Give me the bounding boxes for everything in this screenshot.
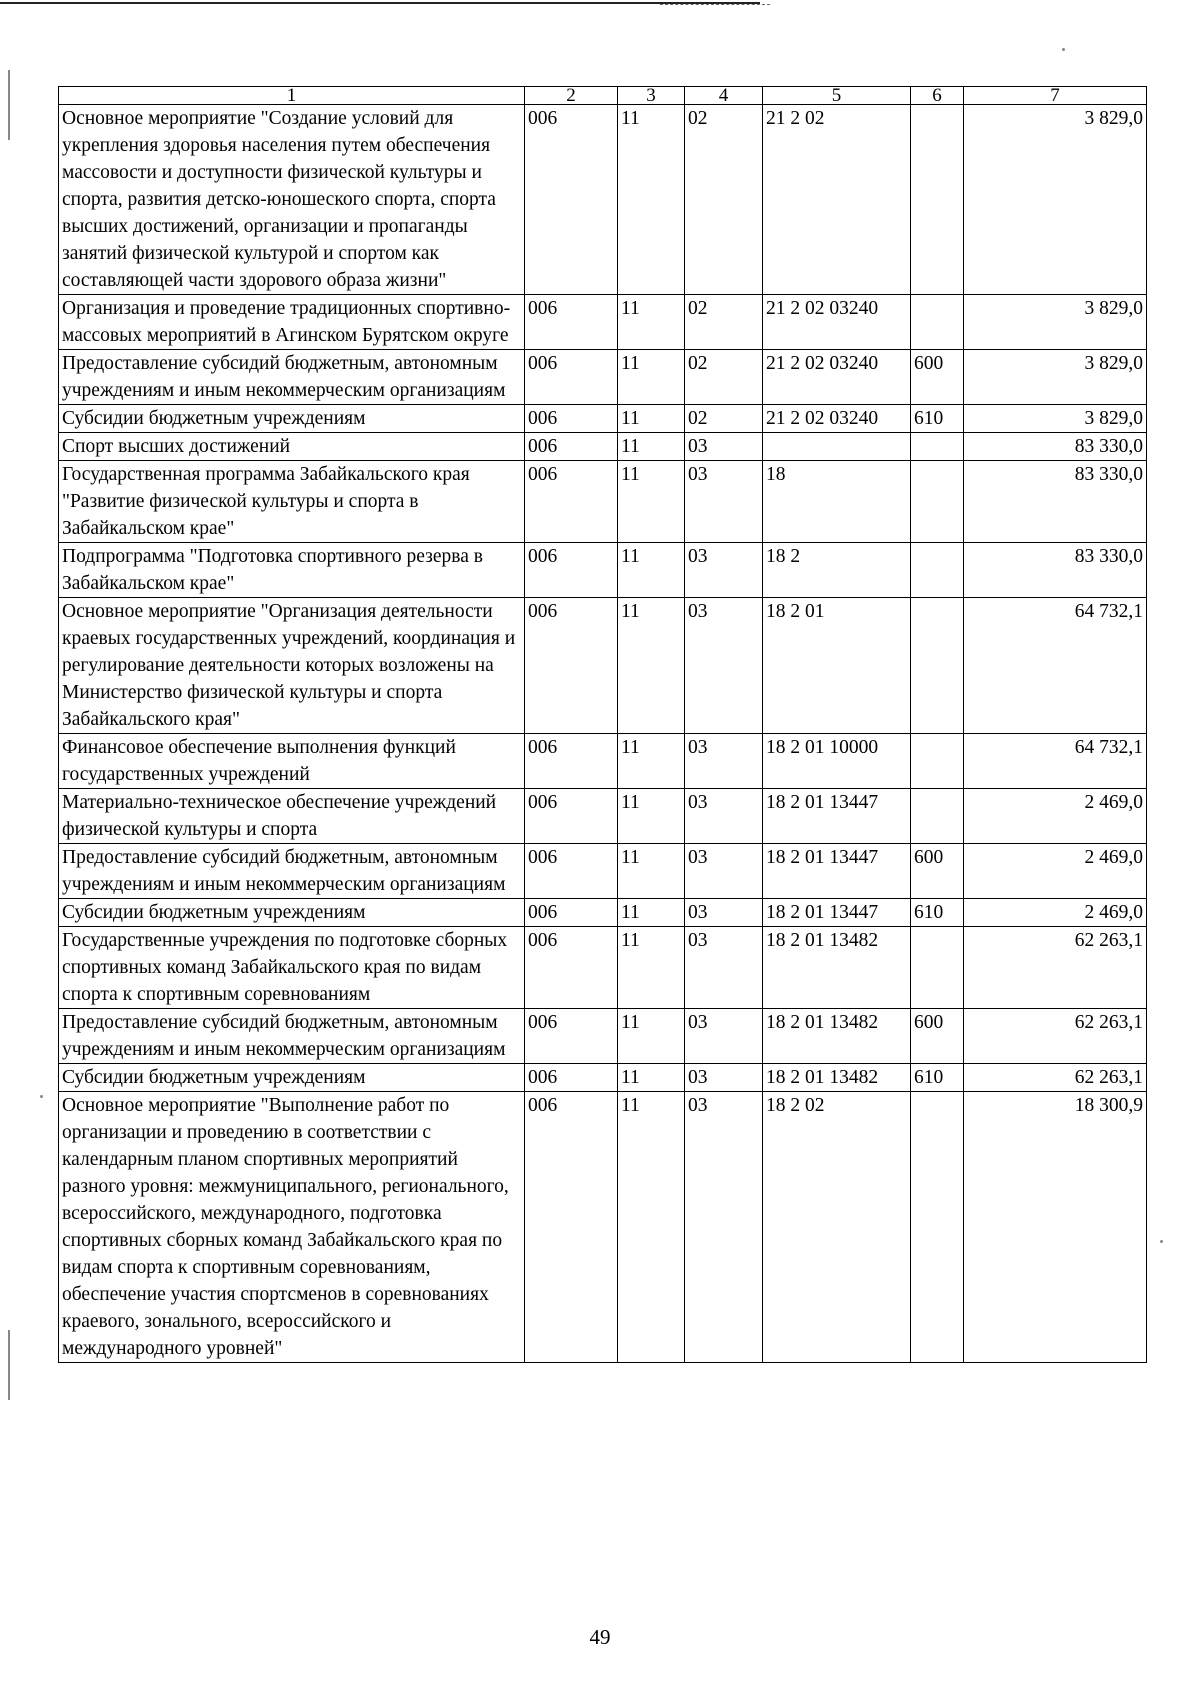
row-section: 11 bbox=[618, 899, 685, 927]
column-header: 6 bbox=[911, 87, 964, 105]
row-name: Основное мероприятие "Организация деятельности краевых государственных учреждений, координация и регулирование деятельности которых возложены на Министерство физической культуры и спорта Забайкальского края" bbox=[59, 598, 525, 734]
row-ved: 006 bbox=[525, 433, 618, 461]
row-expense-type: 610 bbox=[911, 899, 964, 927]
row-subsection: 03 bbox=[685, 543, 763, 598]
row-target-code: 18 2 01 13447 bbox=[763, 844, 911, 899]
row-expense-type: 610 bbox=[911, 405, 964, 433]
scan-margin-mark bbox=[8, 1330, 10, 1400]
row-name: Предоставление субсидий бюджетным, автономным учреждениям и иным некоммерческим организациям bbox=[59, 844, 525, 899]
row-expense-type bbox=[911, 734, 964, 789]
row-subsection: 02 bbox=[685, 105, 763, 295]
row-target-code: 21 2 02 bbox=[763, 105, 911, 295]
row-amount: 3 829,0 bbox=[964, 350, 1147, 405]
table-row bbox=[59, 1064, 1147, 1092]
row-target-code: 21 2 02 03240 bbox=[763, 405, 911, 433]
table-row bbox=[59, 433, 1147, 461]
row-section: 11 bbox=[618, 405, 685, 433]
row-section: 11 bbox=[618, 461, 685, 543]
column-header: 4 bbox=[685, 87, 763, 105]
scan-top-rule-dashed bbox=[660, 4, 770, 5]
row-subsection: 03 bbox=[685, 433, 763, 461]
row-subsection: 03 bbox=[685, 1009, 763, 1064]
row-target-code: 18 2 01 13447 bbox=[763, 899, 911, 927]
row-section: 11 bbox=[618, 1092, 685, 1363]
row-subsection: 02 bbox=[685, 350, 763, 405]
row-section: 11 bbox=[618, 1064, 685, 1092]
row-name: Субсидии бюджетным учреждениям bbox=[59, 899, 525, 927]
row-expense-type bbox=[911, 295, 964, 350]
row-expense-type bbox=[911, 105, 964, 295]
row-name: Государственные учреждения по подготовке сборных спортивных команд Забайкальского края по видам спорта к спортивным соревнованиям bbox=[59, 927, 525, 1009]
row-expense-type: 610 bbox=[911, 1064, 964, 1092]
row-subsection: 03 bbox=[685, 1092, 763, 1363]
row-subsection: 02 bbox=[685, 405, 763, 433]
row-name: Основное мероприятие "Выполнение работ по организации и проведению в соответствии с календарным планом спортивных мероприятий разного уровня: межмуниципального, регионального, всероссийского, международного, подготовка спортивных сборных команд Забайкальского края по видам спорта к спортивным соревнованиям, обеспечение участия спортсменов в соревнованиях краевого, зонального, всероссийского и международного уровней" bbox=[59, 1092, 525, 1363]
row-target-code: 18 2 01 13447 bbox=[763, 789, 911, 844]
row-section: 11 bbox=[618, 789, 685, 844]
row-section: 11 bbox=[618, 734, 685, 789]
row-section: 11 bbox=[618, 295, 685, 350]
row-ved: 006 bbox=[525, 295, 618, 350]
row-target-code: 21 2 02 03240 bbox=[763, 295, 911, 350]
row-subsection: 03 bbox=[685, 899, 763, 927]
row-ved: 006 bbox=[525, 543, 618, 598]
column-header: 1 bbox=[59, 87, 525, 105]
scan-speck bbox=[1160, 1240, 1163, 1243]
row-name: Организация и проведение традиционных спортивно-массовых мероприятий в Агинском Бурятском округе bbox=[59, 295, 525, 350]
row-name: Государственная программа Забайкальского края "Развитие физической культуры и спорта в Забайкальском крае" bbox=[59, 461, 525, 543]
row-expense-type bbox=[911, 1092, 964, 1363]
row-target-code: 18 2 01 10000 bbox=[763, 734, 911, 789]
table-row bbox=[59, 899, 1147, 927]
row-expense-type bbox=[911, 543, 964, 598]
page-number: 49 bbox=[589, 1625, 611, 1649]
row-name: Предоставление субсидий бюджетным, автономным учреждениям и иным некоммерческим организациям bbox=[59, 1009, 525, 1064]
table-row bbox=[59, 598, 1147, 734]
table-row bbox=[59, 461, 1147, 543]
row-amount: 62 263,1 bbox=[964, 927, 1147, 1009]
row-ved: 006 bbox=[525, 1009, 618, 1064]
row-subsection: 03 bbox=[685, 789, 763, 844]
row-expense-type: 600 bbox=[911, 844, 964, 899]
row-subsection: 03 bbox=[685, 844, 763, 899]
row-ved: 006 bbox=[525, 1092, 618, 1363]
row-target-code: 18 2 01 bbox=[763, 598, 911, 734]
row-amount: 62 263,1 bbox=[964, 1064, 1147, 1092]
row-section: 11 bbox=[618, 598, 685, 734]
row-ved: 006 bbox=[525, 461, 618, 543]
row-ved: 006 bbox=[525, 105, 618, 295]
column-header: 3 bbox=[618, 87, 685, 105]
row-ved: 006 bbox=[525, 405, 618, 433]
row-ved: 006 bbox=[525, 734, 618, 789]
column-header: 5 bbox=[763, 87, 911, 105]
column-header: 2 bbox=[525, 87, 618, 105]
row-amount: 3 829,0 bbox=[964, 295, 1147, 350]
row-amount: 64 732,1 bbox=[964, 598, 1147, 734]
row-expense-type bbox=[911, 433, 964, 461]
row-subsection: 03 bbox=[685, 734, 763, 789]
row-ved: 006 bbox=[525, 350, 618, 405]
budget-table bbox=[58, 86, 1147, 1363]
row-expense-type: 600 bbox=[911, 350, 964, 405]
row-amount: 3 829,0 bbox=[964, 405, 1147, 433]
scan-margin-mark bbox=[8, 70, 10, 140]
scan-speck bbox=[1062, 48, 1065, 51]
row-amount: 18 300,9 bbox=[964, 1092, 1147, 1363]
row-name: Спорт высших достижений bbox=[59, 433, 525, 461]
scan-top-rule bbox=[0, 2, 760, 4]
row-section: 11 bbox=[618, 433, 685, 461]
table-row bbox=[59, 105, 1147, 295]
row-expense-type bbox=[911, 461, 964, 543]
row-amount: 2 469,0 bbox=[964, 899, 1147, 927]
row-subsection: 03 bbox=[685, 927, 763, 1009]
row-target-code: 21 2 02 03240 bbox=[763, 350, 911, 405]
row-target-code: 18 2 02 bbox=[763, 1092, 911, 1363]
row-section: 11 bbox=[618, 350, 685, 405]
row-target-code: 18 2 bbox=[763, 543, 911, 598]
row-section: 11 bbox=[618, 844, 685, 899]
row-target-code: 18 2 01 13482 bbox=[763, 927, 911, 1009]
table-row bbox=[59, 927, 1147, 1009]
row-name: Субсидии бюджетным учреждениям bbox=[59, 1064, 525, 1092]
row-target-code: 18 2 01 13482 bbox=[763, 1064, 911, 1092]
row-section: 11 bbox=[618, 1009, 685, 1064]
row-amount: 2 469,0 bbox=[964, 789, 1147, 844]
row-amount: 83 330,0 bbox=[964, 461, 1147, 543]
row-amount: 64 732,1 bbox=[964, 734, 1147, 789]
row-ved: 006 bbox=[525, 1064, 618, 1092]
row-amount: 2 469,0 bbox=[964, 844, 1147, 899]
row-amount: 83 330,0 bbox=[964, 543, 1147, 598]
row-name: Основное мероприятие "Создание условий для укрепления здоровья населения путем обеспечения массовости и доступности физической культуры и спорта, развития детско-юношеского спорта, спорта высших достижений, организации и пропаганды занятий физической культурой и спортом как составляющей части здорового образа жизни" bbox=[59, 105, 525, 295]
row-amount: 62 263,1 bbox=[964, 1009, 1147, 1064]
row-subsection: 02 bbox=[685, 295, 763, 350]
row-name: Субсидии бюджетным учреждениям bbox=[59, 405, 525, 433]
row-target-code bbox=[763, 433, 911, 461]
row-subsection: 03 bbox=[685, 1064, 763, 1092]
table-row bbox=[59, 1009, 1147, 1064]
row-amount: 3 829,0 bbox=[964, 105, 1147, 295]
row-section: 11 bbox=[618, 927, 685, 1009]
table-header bbox=[59, 87, 1147, 105]
row-expense-type bbox=[911, 789, 964, 844]
table-row bbox=[59, 350, 1147, 405]
row-expense-type bbox=[911, 927, 964, 1009]
row-ved: 006 bbox=[525, 844, 618, 899]
row-amount: 83 330,0 bbox=[964, 433, 1147, 461]
row-section: 11 bbox=[618, 105, 685, 295]
row-subsection: 03 bbox=[685, 598, 763, 734]
table-row bbox=[59, 844, 1147, 899]
row-expense-type bbox=[911, 598, 964, 734]
row-name: Материально-техническое обеспечение учреждений физической культуры и спорта bbox=[59, 789, 525, 844]
table-row bbox=[59, 295, 1147, 350]
row-ved: 006 bbox=[525, 927, 618, 1009]
table-row bbox=[59, 1092, 1147, 1363]
row-name: Подпрограмма "Подготовка спортивного резерва в Забайкальском крае" bbox=[59, 543, 525, 598]
row-subsection: 03 bbox=[685, 461, 763, 543]
row-ved: 006 bbox=[525, 789, 618, 844]
table-row bbox=[59, 543, 1147, 598]
row-section: 11 bbox=[618, 543, 685, 598]
column-header: 7 bbox=[964, 87, 1147, 105]
row-target-code: 18 2 01 13482 bbox=[763, 1009, 911, 1064]
scan-speck bbox=[40, 1095, 43, 1098]
row-name: Предоставление субсидий бюджетным, автономным учреждениям и иным некоммерческим организациям bbox=[59, 350, 525, 405]
table-row bbox=[59, 789, 1147, 844]
table-row bbox=[59, 405, 1147, 433]
row-ved: 006 bbox=[525, 899, 618, 927]
row-ved: 006 bbox=[525, 598, 618, 734]
row-name: Финансовое обеспечение выполнения функций государственных учреждений bbox=[59, 734, 525, 789]
row-target-code: 18 bbox=[763, 461, 911, 543]
row-expense-type: 600 bbox=[911, 1009, 964, 1064]
table-row bbox=[59, 734, 1147, 789]
